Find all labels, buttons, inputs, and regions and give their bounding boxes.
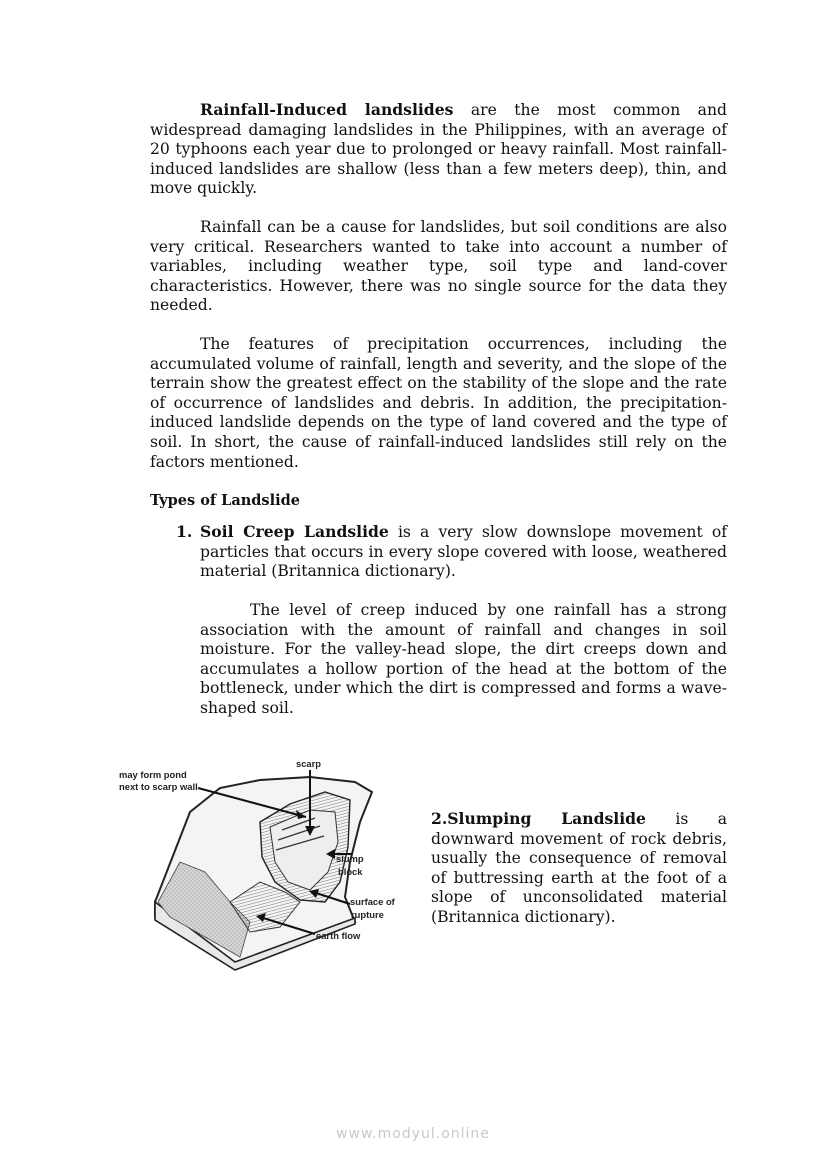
item1-definition-text: is a very slow downslope movement of particles that occurs in every slope covered with loose, weathered material (Britannica dictionary). xyxy=(200,523,727,581)
label-slump-2: block xyxy=(338,866,363,877)
item2-definition xyxy=(431,809,727,928)
item2-title: Slumping Landslide xyxy=(447,809,646,828)
item1-definition xyxy=(200,522,727,582)
item1-title: Soil Creep Landslide xyxy=(200,522,389,541)
precipitation-text: The features of precipitation occurrences, including the accumulated volume of rainfall, length and severity, and the slope of the terrain show the greatest effect on the stability of the slope and the rate of occurrence of landslides and debris. In addition, the precipitation-induced landslide depends on the type of land covered and the type of soil. In short, the cause of rainfall-induced landslides still rely on the factors mentioned. xyxy=(150,335,727,471)
label-surface: surface of xyxy=(350,896,395,907)
slump-diagram xyxy=(110,752,410,977)
label-earth-flow: earth flow xyxy=(316,930,361,941)
item1-number: 1. xyxy=(176,522,193,541)
footer-watermark: www.modyul.online xyxy=(336,1126,490,1142)
intro-lead: Rainfall-Induced landslides xyxy=(200,100,454,119)
soil-conditions-text: Rainfall can be a cause for landslides, but soil conditions are also very critical. Researchers wanted to take into account a number of variables, including weather type, soil type and land-cover characteristics. However, there was no single source for the data they needed. xyxy=(150,218,727,315)
item1-detail xyxy=(200,601,727,719)
intro-text: are the most common and widespread damaging landslides in the Philippines, with an average of 20 typhoons each year due to prolonged or heavy rainfall. Most rainfall-induced landslides are shallow (less than a few meters deep), thin, and move quickly. xyxy=(150,101,727,198)
label-pond: may form pond xyxy=(119,769,187,780)
label-surface-2: rupture xyxy=(351,909,384,920)
intro-paragraph xyxy=(150,100,727,199)
label-pond-2: next to scarp wall xyxy=(119,781,198,792)
label-slump: slump xyxy=(336,853,364,864)
item2-definition-text: is a downward movement of rock debris, usually the consequence of removal of buttressing earth at the foot of a slope of unconsolidated material (Britannica dictionary). xyxy=(431,810,728,926)
types-heading: Types of Landslide xyxy=(150,492,300,509)
item2-number: 2. xyxy=(431,809,448,828)
item1-detail-text: The level of creep induced by one rainfall has a strong association with the amount of rainfall and changes in soil moisture. For the valley-head slope, the dirt creeps down and accumulates a hollow portion of the head at the bottom of the bottleneck, under which the dirt is compressed and forms a wave-shaped soil. xyxy=(200,601,727,717)
label-scarp: scarp xyxy=(296,758,322,769)
soil-conditions-paragraph xyxy=(150,218,727,316)
precipitation-paragraph xyxy=(150,335,727,472)
